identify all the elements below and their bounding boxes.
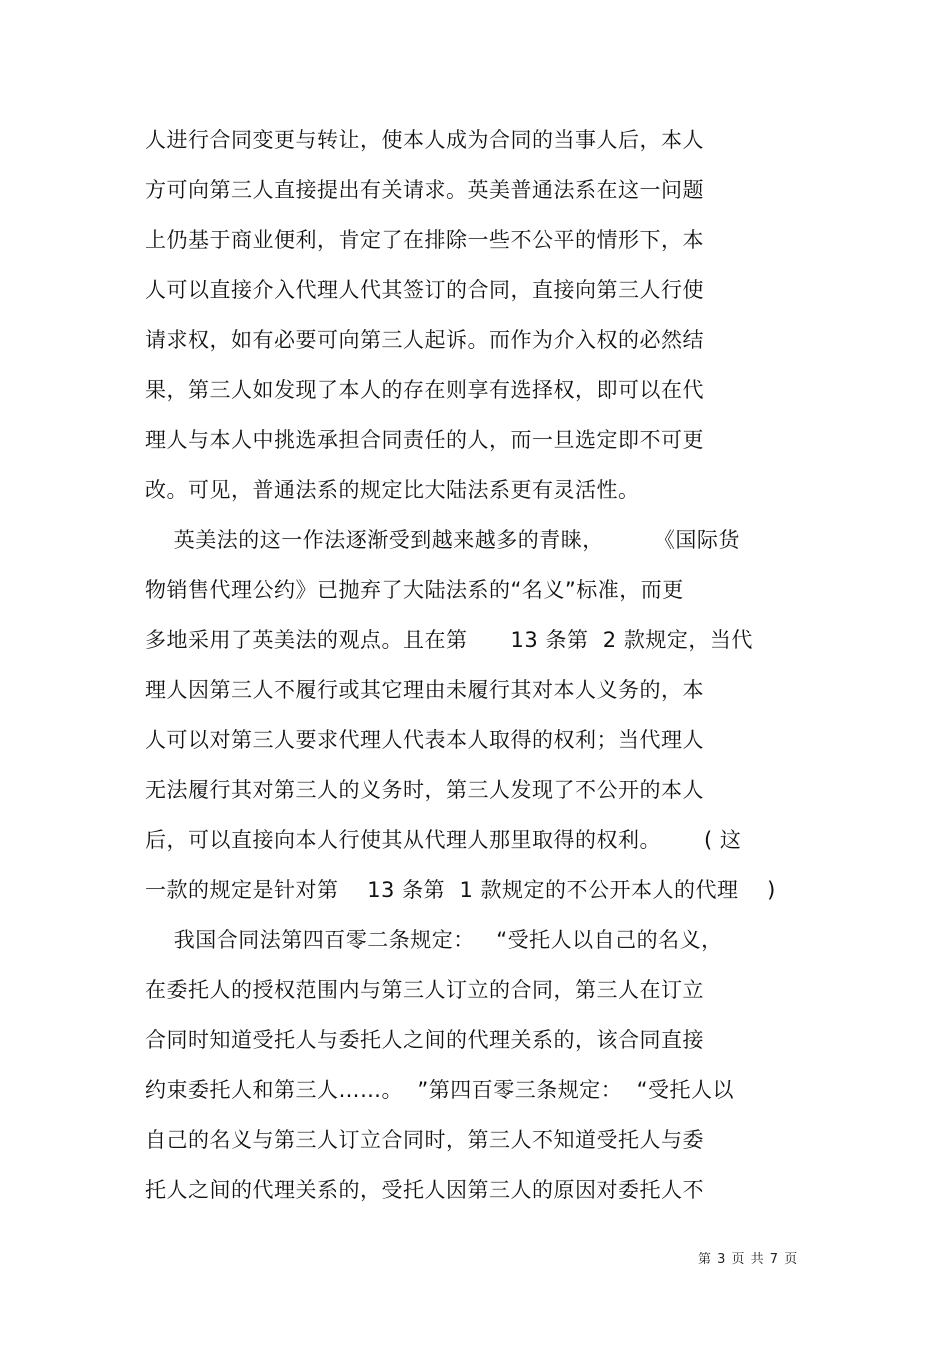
text-line: 我国合同法第四百零二条规定： “受托人以自己的名义， [145,928,723,952]
text-line: 理人因第三人不履行或其它理由未履行其对本人义务的，本 [145,678,704,702]
text-line: 改。可见，普通法系的规定比大陆法系更有灵活性。 [145,478,640,502]
text-line: 合同时知道受托人与委托人之间的代理关系的，该合同直接 [145,1028,704,1052]
text-line: 无法履行其对第三人的义务时，第三人发现了不公开的本人 [145,778,704,802]
text-line: 方可向第三人直接提出有关请求。英美普通法系在这一问题 [145,178,704,202]
text-line: 自己的名义与第三人订立合同时，第三人不知道受托人与委 [145,1128,704,1152]
text-line: 后，可以直接向本人行使其从代理人那里取得的权利。 ( 这 [145,828,742,852]
text-line: 果，第三人如发现了本人的存在则享有选择权，即可以在代 [145,378,704,402]
text-line: 约束委托人和第三人……。 ”第四百零三条规定： “受托人以 [145,1078,734,1102]
page-number-footer: 第 3 页 共 7 页 [698,1252,799,1267]
text-line: 人进行合同变更与转让，使本人成为合同的当事人后，本人 [145,128,704,152]
text-line: 上仍基于商业便利，肯定了在排除一些不公平的情形下，本 [145,228,704,252]
text-line: 一款的规定是针对第 13 条第 1 款规定的不公开本人的代理 ) [145,878,776,902]
text-line: 英美法的这一作法逐渐受到越来越多的青睐， 《国际货 [145,528,740,552]
text-line: 人可以对第三人要求代理人代表本人取得的权利；当代理人 [145,728,704,752]
text-line: 人可以直接介入代理人代其签订的合同，直接向第三人行使 [145,278,704,302]
text-line: 托人之间的代理关系的，受托人因第三人的原因对委托人不 [145,1178,704,1202]
text-line: 在委托人的授权范围内与第三人订立的合同，第三人在订立 [145,978,704,1002]
text-line: 理人与本人中挑选承担合同责任的人，而一旦选定即不可更 [145,428,704,452]
text-line: 请求权，如有必要可向第三人起诉。而作为介入权的必然结 [145,328,704,352]
text-line: 物销售代理公约》已抛弃了大陆法系的“名义”标准，而更 [145,578,684,602]
text-line: 多地采用了英美法的观点。且在第 13 条第 2 款规定，当代 [145,628,753,652]
